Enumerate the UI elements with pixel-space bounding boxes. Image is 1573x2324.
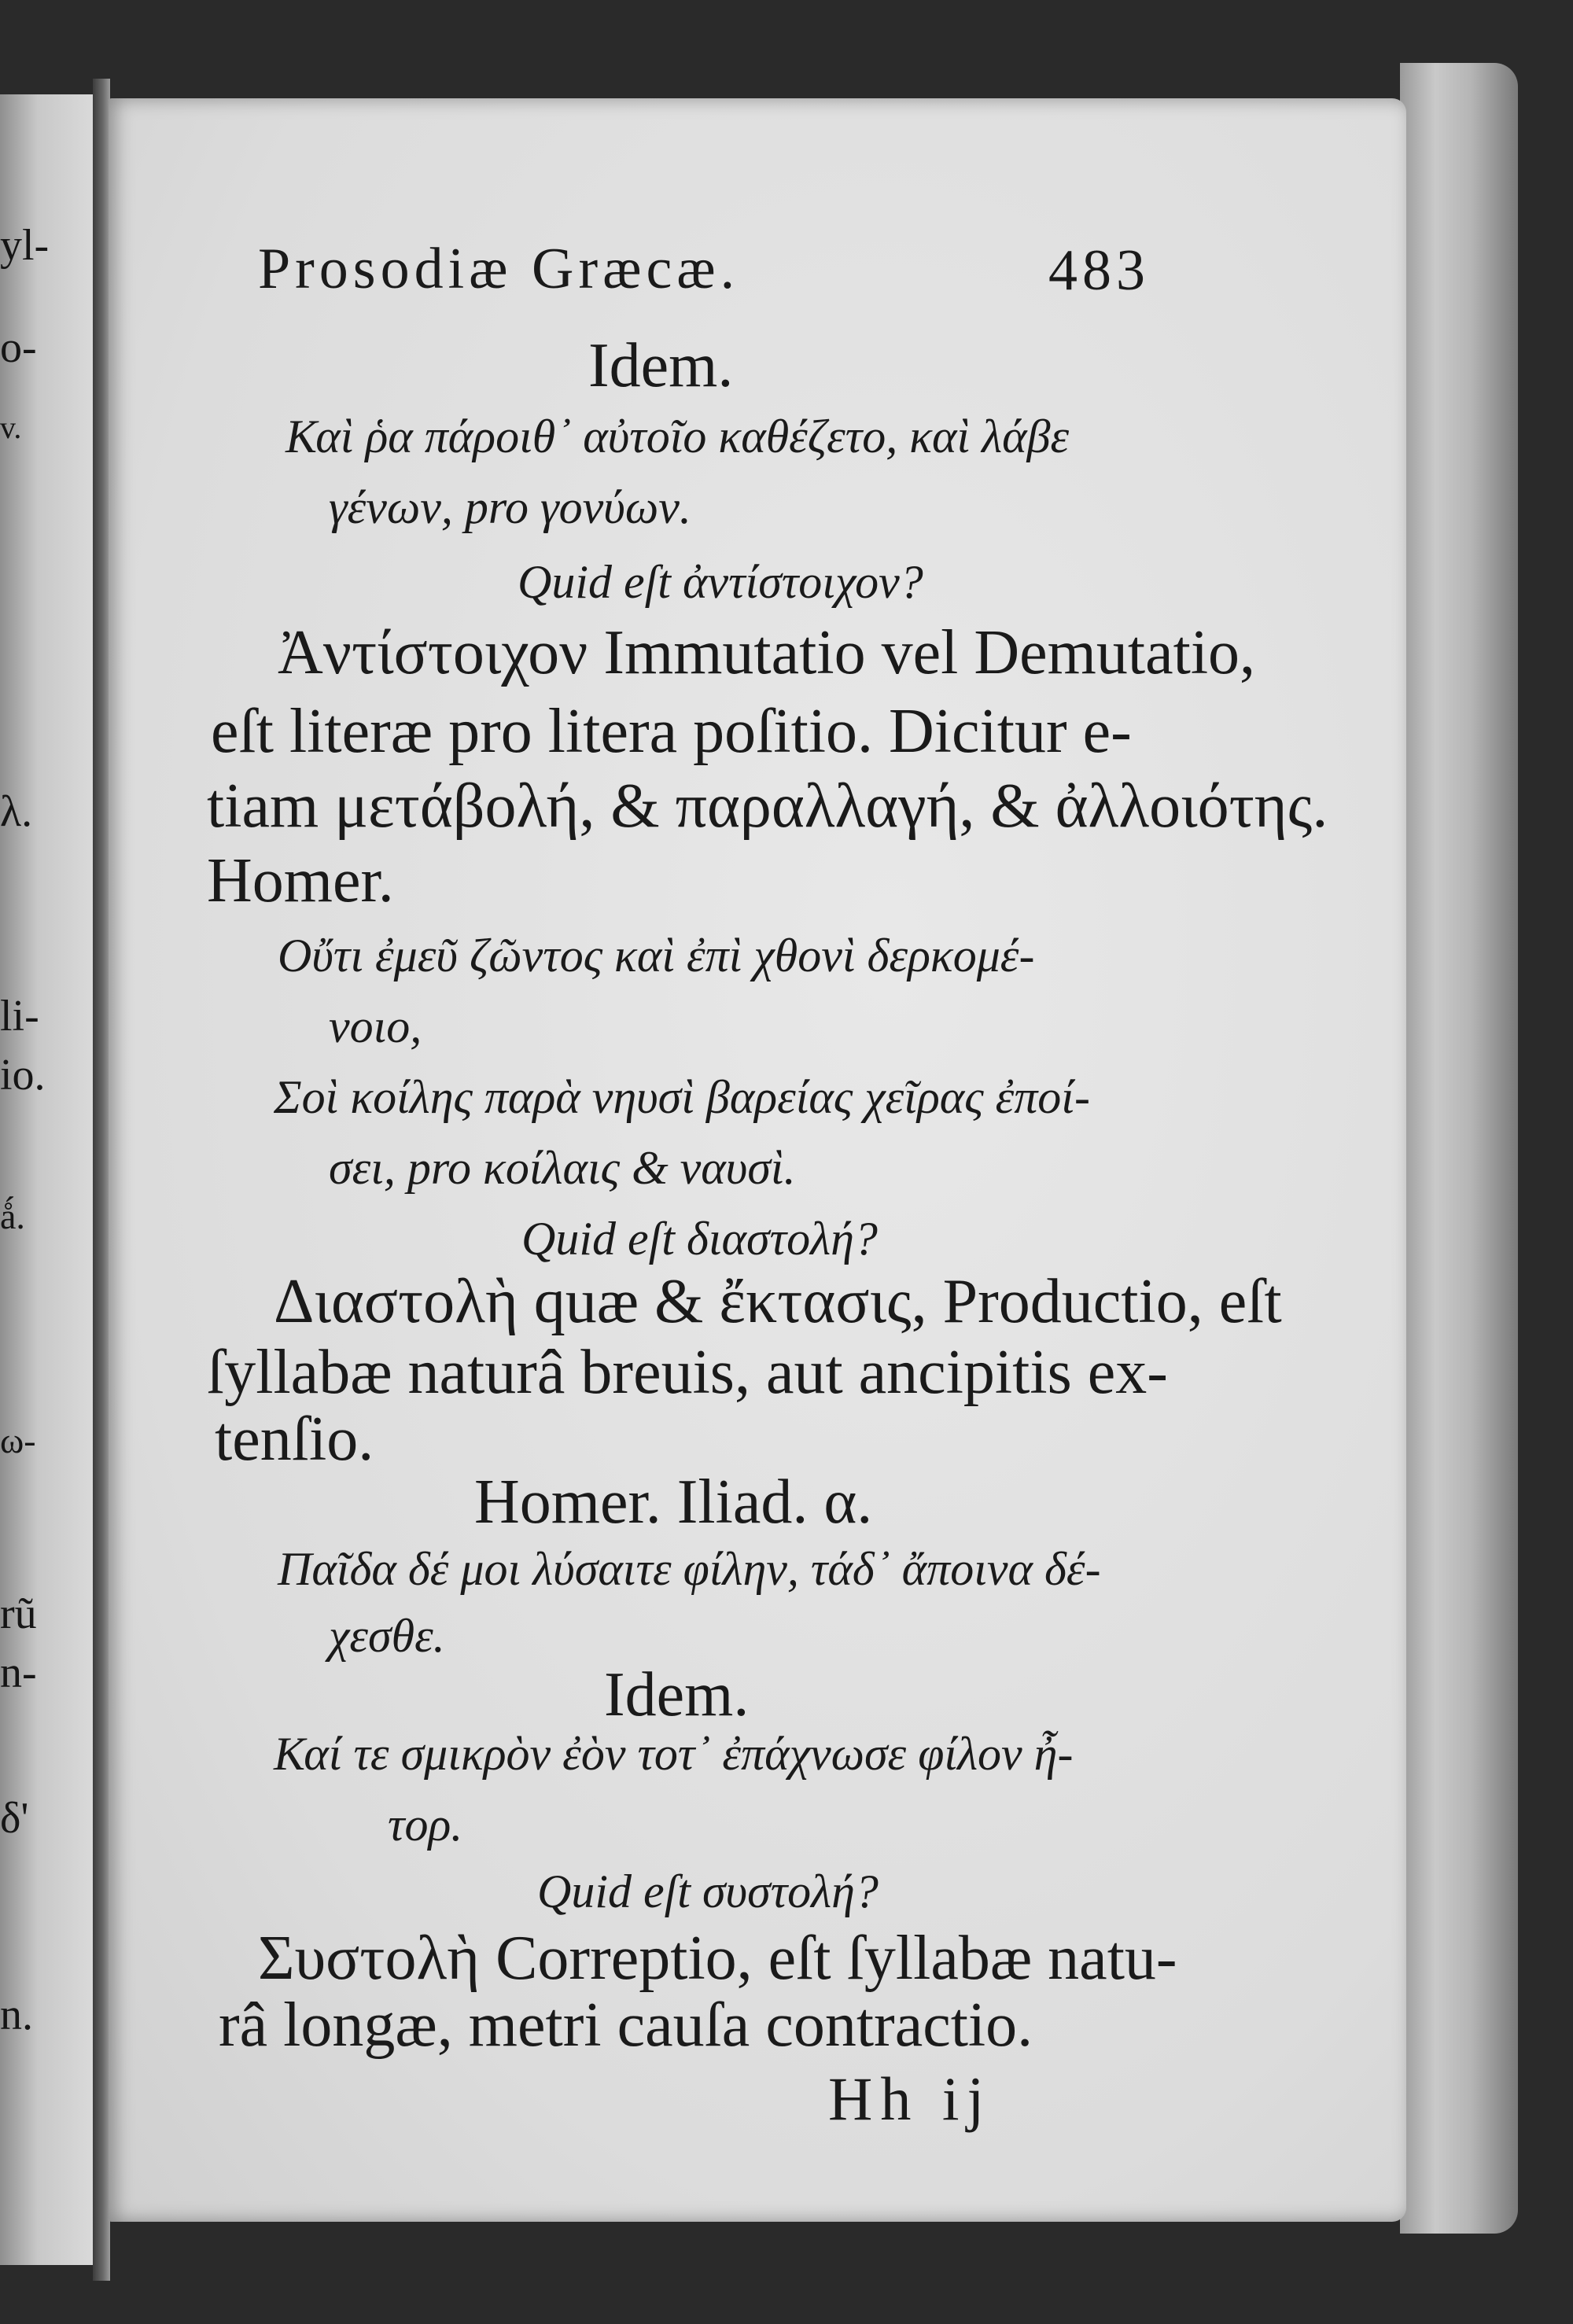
left-page-fragment: n. bbox=[0, 1991, 33, 2039]
text-line: râ longæ, metri cauſa contractio. bbox=[219, 1991, 1033, 2060]
text-line: tenſio. bbox=[215, 1405, 374, 1474]
text-line: Συστολὴ Correptio, eſt ſyllabæ natu- bbox=[258, 1924, 1177, 1993]
left-page-fragment: rũ bbox=[0, 1589, 37, 1638]
previous-page-edge bbox=[0, 94, 94, 2265]
text-line: Ἀντίστοιχον Immutatio vel Demutatio, bbox=[278, 618, 1256, 687]
left-page-fragment: o- bbox=[0, 323, 37, 372]
text-line: χεσθε. bbox=[329, 1610, 445, 1662]
question-heading: Quid eſt ἀντίστοιχον? bbox=[518, 556, 923, 608]
left-page-fragment: io. bbox=[0, 1051, 46, 1099]
text-line: Homer. bbox=[207, 846, 394, 915]
heading-idem: Idem. bbox=[588, 331, 734, 400]
text-line: Καί τε σμικρὸν ἐὸν τοτ᾽ ἐπάχνωσε φίλον ἦ- bbox=[274, 1728, 1074, 1780]
text-line: tiam μετάβολή, & παραλλαγή, & ἀλλοιότης. bbox=[207, 772, 1328, 841]
text-line: σει, pro κοίλαις & ναυσὶ. bbox=[329, 1142, 796, 1194]
text-line: Σοὶ κοίλης παρὰ νηυσὶ βαρείας χεῖρας ἐποί- bbox=[274, 1071, 1090, 1123]
book-cover-edge bbox=[1400, 63, 1518, 2234]
text-line: γένων, pro γονύων. bbox=[329, 481, 691, 533]
text-line: Homer. Iliad. α. bbox=[474, 1468, 873, 1537]
book-gutter bbox=[93, 79, 110, 2281]
left-page-fragment: λ. bbox=[0, 787, 33, 836]
left-page-fragment: n- bbox=[0, 1648, 37, 1697]
left-page-fragment: yl- bbox=[0, 221, 50, 270]
text-line: ſyllabæ naturâ breuis, aut ancipitis ex- bbox=[207, 1338, 1168, 1407]
text-line: νοιο, bbox=[329, 1000, 422, 1052]
left-page-fragment: ω- bbox=[0, 1420, 36, 1460]
text-line: Παῖδα δέ μοι λύσαιτε φίλην, τάδ᾽ ἄποινα δέ- bbox=[278, 1543, 1101, 1595]
question-heading: Quid eſt συστολή? bbox=[537, 1865, 879, 1917]
left-page-fragment: ǻ. bbox=[0, 1196, 25, 1236]
left-page-fragment: li- bbox=[0, 992, 39, 1040]
signature-mark: Hh ij bbox=[828, 2064, 993, 2133]
heading-idem: Idem. bbox=[604, 1660, 750, 1729]
page-number: 483 bbox=[1048, 238, 1150, 303]
question-heading: Quid eſt διαστολή? bbox=[521, 1213, 878, 1265]
text-line: τορ. bbox=[388, 1799, 463, 1851]
left-page-fragment: v. bbox=[0, 410, 22, 445]
left-page-fragment: δ' bbox=[0, 1794, 29, 1843]
text-line: eſt literæ pro litera poſitio. Dicitur e- bbox=[211, 697, 1132, 766]
text-line: Καὶ ῥα πάροιθ᾽ αὐτοῖο καθέζετο, καὶ λάβε bbox=[285, 411, 1070, 462]
text-line: Οὔτι ἐμεῦ ζῶντος καὶ ἐπὶ χθονὶ δερκομέ- bbox=[278, 930, 1035, 982]
running-title: Prosodiæ Græcæ. bbox=[258, 237, 740, 301]
text-line: Διαστολὴ quæ & ἔκτασις, Productio, eſt bbox=[274, 1267, 1282, 1336]
book-page bbox=[109, 98, 1406, 2222]
